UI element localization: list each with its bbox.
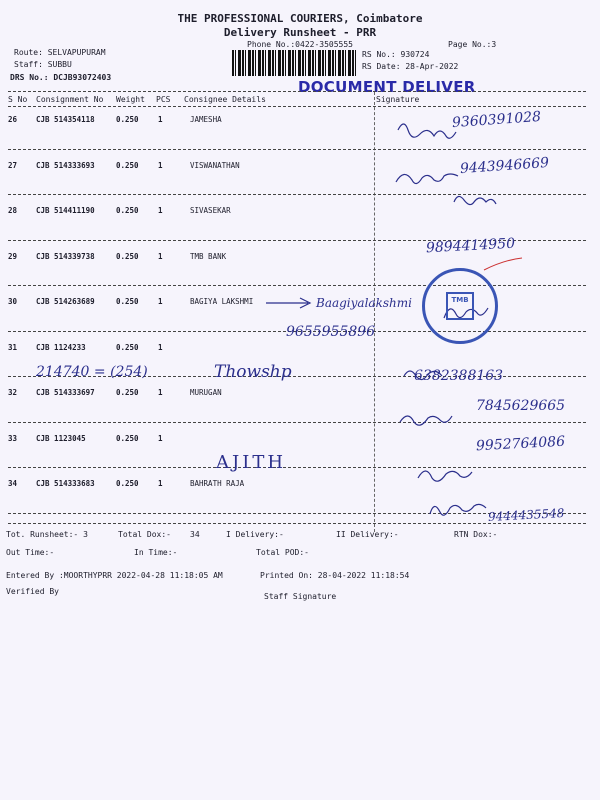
handwritten-phone-29: 9894414950: [425, 235, 516, 257]
col-signature: Signature: [376, 95, 420, 104]
handwritten-phone-31: 6382388163: [414, 368, 504, 384]
row-sno: 31: [8, 342, 18, 352]
row-pcs: 1: [158, 342, 163, 352]
handwritten-name-31: Thowshp: [214, 362, 292, 382]
handwritten-phone-30: 9655955896: [286, 324, 376, 340]
col-pcs: PCS: [156, 95, 171, 104]
row-consignment-no: CJB 514411190: [36, 206, 95, 215]
row-pcs: 1: [158, 388, 163, 397]
staff-signature: Staff Signature: [264, 592, 337, 601]
row-weight: 0.250: [116, 342, 139, 352]
bank-seal-logo: TMB: [446, 292, 474, 320]
col-consignee: Consignee Details: [184, 95, 266, 104]
row-pcs: 1: [158, 479, 163, 488]
col-consignment: Consignment No: [36, 95, 104, 104]
rs-number: RS No.: 930724: [362, 50, 430, 59]
route: Route: SELVAPUPURAM: [14, 48, 106, 57]
row-consignment-no: CJB 1124233: [36, 342, 86, 352]
handwritten-phone-26: 9360391028: [451, 108, 542, 132]
row-sno: 33: [8, 433, 18, 443]
row-sno: 29: [8, 251, 18, 261]
row-sno: 27: [8, 160, 18, 170]
row-consignment-no: CJB 514333693: [36, 160, 95, 170]
row-weight: 0.250: [116, 160, 139, 170]
document-delivered-stamp: DOCUMENT DELIVER: [298, 78, 476, 96]
handwritten-phone-27: 9443946669: [459, 154, 550, 178]
row-sno: 30: [8, 297, 18, 306]
row-pcs: 1: [158, 115, 163, 124]
handwritten-note-31: 214740 = (254): [36, 364, 148, 380]
row-consignee: JAMESHA: [190, 115, 222, 124]
row-weight: 0.250: [116, 251, 139, 261]
tot-runsheet: Tot. Runsheet:- 3: [6, 530, 88, 539]
row-consignee: MURUGAN: [190, 388, 222, 397]
row-consignment-no: CJB 514339738: [36, 251, 95, 261]
row-weight: 0.250: [116, 388, 139, 397]
page-number: Page No.:3: [448, 40, 497, 49]
handwritten-name-33: AJITH: [216, 452, 287, 473]
row-consignment-no: CJB 514333683: [36, 479, 95, 488]
i-delivery: I Delivery:-: [226, 530, 284, 539]
row-consignee: BAHRATH RAJA: [190, 479, 245, 488]
row-pcs: 1: [158, 160, 163, 170]
handwritten-phone-33: 9952764086: [475, 433, 566, 455]
total-dox-label: Total Dox:-: [118, 530, 171, 539]
col-sno: S No: [8, 95, 28, 104]
row-pcs: 1: [158, 206, 163, 215]
total-pod: Total POD:-: [256, 548, 309, 557]
row-sno: 26: [8, 115, 18, 124]
row-consignment-no: CJB 514354118: [36, 115, 95, 124]
row-consignment-no: CJB 514263689: [36, 297, 95, 306]
row-sno: 34: [8, 479, 18, 488]
printed-on: Printed On: 28-04-2022 11:18:54: [260, 571, 410, 580]
ii-delivery: II Delivery:-: [336, 530, 399, 539]
rs-date: RS Date: 28-Apr-2022: [362, 62, 459, 71]
drs-number: DRS No.: DCJB93072403: [10, 73, 112, 82]
rtn-dox: RTN Dox:-: [454, 530, 498, 539]
row-consignee: SIVASEKAR: [190, 206, 231, 215]
company-title: THE PROFESSIONAL COURIERS, Coimbatore: [177, 12, 423, 25]
row-consignment-no: CJB 1123045: [36, 433, 86, 443]
arrow-icon: [264, 296, 314, 310]
row-weight: 0.250: [116, 479, 139, 488]
handwritten-phone-34: 9444435548: [487, 506, 565, 524]
row-weight: 0.250: [116, 297, 139, 306]
row-pcs: 1: [158, 297, 163, 306]
row-sno: 32: [8, 388, 18, 397]
row-consignee: VISWANATHAN: [190, 160, 240, 170]
totals-rule: [8, 523, 586, 524]
header-top-rule: [8, 91, 586, 92]
handwritten-phone-32: 7845629665: [476, 398, 566, 414]
row-sno: 28: [8, 206, 18, 215]
runsheet-subtitle: Delivery Runsheet - PRR: [223, 26, 377, 39]
row-pcs: 1: [158, 251, 163, 261]
row-weight: 0.250: [116, 115, 139, 124]
staff: Staff: SUBBU: [14, 60, 72, 69]
total-dox-value: 34: [190, 530, 200, 539]
row-pcs: 1: [158, 433, 163, 443]
verified-by: Verified By: [6, 587, 59, 596]
entered-by: Entered By :MOORTHYPRR 2022-04-28 11:18:05 AM: [6, 571, 223, 580]
col-weight: Weight: [116, 95, 145, 104]
barcode: [232, 50, 356, 76]
row-weight: 0.250: [116, 433, 139, 443]
handwritten-name-30: Baagiyalakshmi: [316, 296, 412, 310]
out-time: Out Time:-: [6, 548, 55, 557]
in-time: In Time:-: [134, 548, 178, 557]
row-consignee: BAGIYA LAKSHMI: [190, 297, 254, 306]
row-consignee: TMB BANK: [190, 251, 227, 261]
row-consignment-no: CJB 514333697: [36, 388, 95, 397]
row-weight: 0.250: [116, 206, 139, 215]
phone-number: Phone No.:0422-3505555: [247, 40, 353, 49]
